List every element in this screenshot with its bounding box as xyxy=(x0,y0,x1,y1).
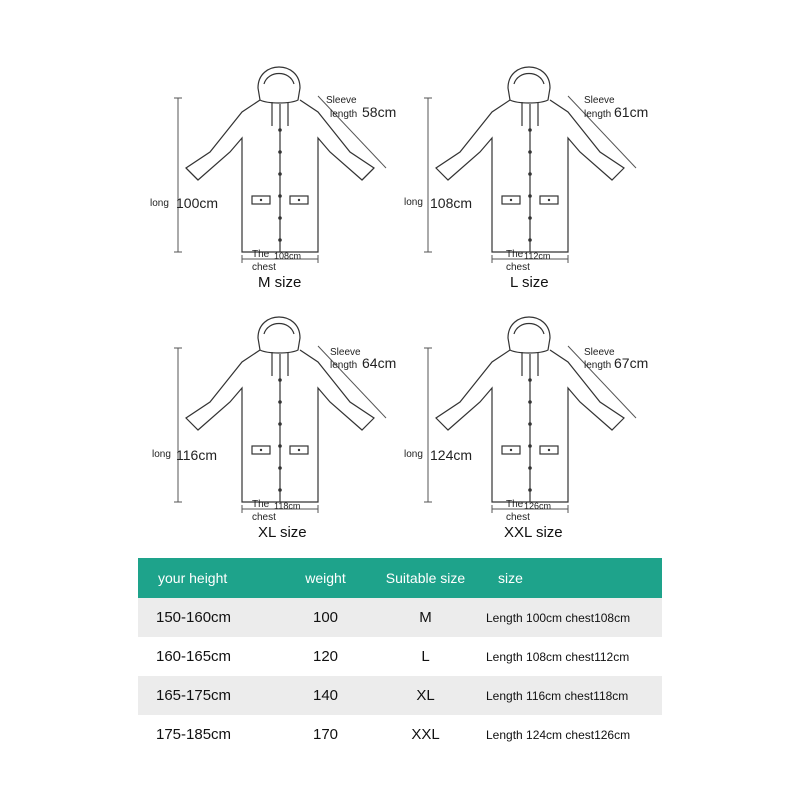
length-word: length xyxy=(330,109,358,120)
long-value: 124cm xyxy=(430,447,473,463)
chest-value: 118cm xyxy=(274,501,301,511)
size-panel-xl xyxy=(150,290,440,541)
cell-size: XXL xyxy=(411,726,440,743)
long-word: long xyxy=(404,449,423,460)
sleeve-word: Sleeve xyxy=(326,95,357,106)
cell-size: M xyxy=(373,598,478,637)
cell-detail: Length 124cm chest126cm xyxy=(486,727,631,742)
cell-detail: Length 116cm chest118cm xyxy=(478,676,662,715)
long-word: long xyxy=(404,197,423,208)
cell-height: 175-185cm xyxy=(156,726,232,743)
size-label: L size xyxy=(510,274,549,291)
chest-value: 126cm xyxy=(524,501,552,511)
header-height: your height xyxy=(138,558,278,598)
cell-weight: 140 xyxy=(278,676,373,715)
cell-detail: Length 100cm chest108cm xyxy=(478,598,662,637)
table-header-row xyxy=(138,558,662,598)
sleeve-value: 58cm xyxy=(362,104,397,120)
chest-word-1: The xyxy=(252,249,270,260)
length-word: length xyxy=(584,360,612,371)
chest-word-2: chest xyxy=(506,262,530,273)
raincoat-diagram-icon xyxy=(150,40,440,280)
sleeve-word: Sleeve xyxy=(584,95,615,106)
cell-size: XL xyxy=(373,676,478,715)
chest-word-1: The xyxy=(506,499,524,510)
long-word: long xyxy=(152,449,171,460)
cell-height: 150-160cm xyxy=(138,598,278,637)
chest-word-1: The xyxy=(506,249,524,260)
chest-word-1: The xyxy=(252,499,270,510)
size-panel-m xyxy=(150,40,440,291)
raincoat-diagram-icon xyxy=(400,40,690,280)
raincoat-diagram-icon xyxy=(150,290,440,530)
long-value: 100cm xyxy=(176,195,219,211)
cell-size: L xyxy=(421,648,430,665)
table-row xyxy=(138,715,662,754)
table-row xyxy=(138,637,662,676)
cell-weight: 170 xyxy=(312,726,339,743)
cell-detail: Length 108cm chest112cm xyxy=(486,649,630,664)
header-suitable-size: Suitable size xyxy=(373,558,478,598)
size-label: XXL size xyxy=(504,524,563,541)
header-weight: weight xyxy=(278,558,373,598)
size-label: XL size xyxy=(258,524,307,541)
table-row xyxy=(138,676,662,715)
cell-height: 165-175cm xyxy=(138,676,278,715)
sleeve-value: 67cm xyxy=(614,355,649,371)
long-value: 116cm xyxy=(176,447,217,463)
size-panel-xxl xyxy=(400,290,690,541)
cell-height: 160-165cm xyxy=(156,648,232,665)
chest-word-2: chest xyxy=(506,512,530,523)
long-value: 108cm xyxy=(430,195,473,211)
cell-weight: 120 xyxy=(312,648,339,665)
chest-word-2: chest xyxy=(252,262,276,273)
sleeve-value: 61cm xyxy=(614,104,649,120)
sleeve-word: Sleeve xyxy=(584,347,615,358)
table-row xyxy=(138,598,662,637)
chest-word-2: chest xyxy=(252,512,276,523)
size-chart-table xyxy=(138,558,662,754)
size-label: M size xyxy=(258,274,302,291)
cell-weight: 100 xyxy=(278,598,373,637)
size-panel-l xyxy=(400,40,690,291)
length-word: length xyxy=(330,360,358,371)
sleeve-value: 64cm xyxy=(362,355,397,371)
chest-value: 108cm xyxy=(274,251,302,261)
length-word: length xyxy=(584,109,612,120)
chest-value: 112cm xyxy=(524,251,551,261)
long-word: long xyxy=(150,198,169,209)
sleeve-word: Sleeve xyxy=(330,347,361,358)
header-size: size xyxy=(478,558,662,598)
raincoat-diagram-icon xyxy=(400,290,690,530)
